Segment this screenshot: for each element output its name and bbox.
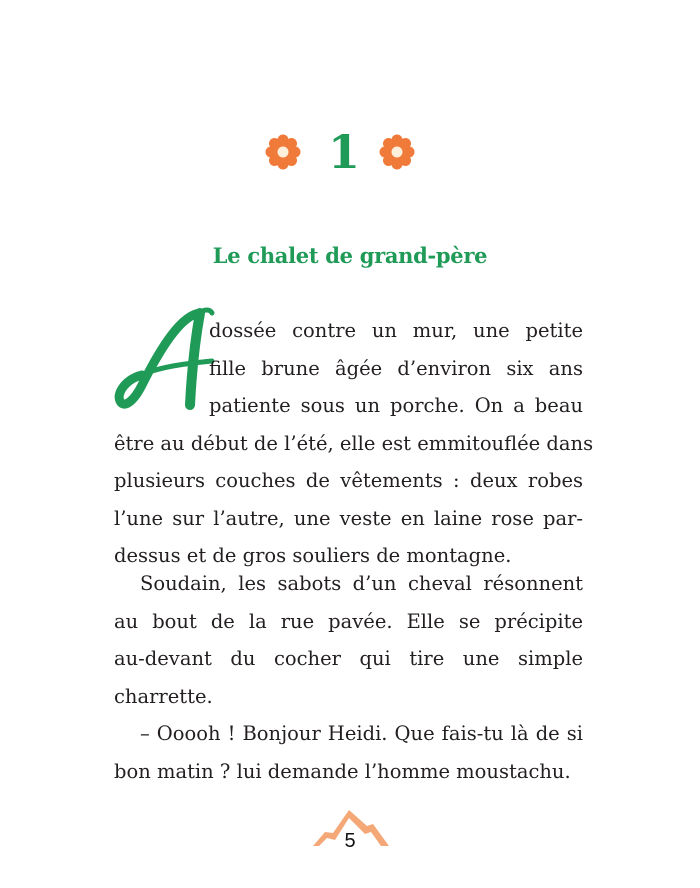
text-line: au-devant du cocher qui tire une simple — [114, 647, 583, 670]
text-line: dessus et de gros souliers de montagne. — [114, 544, 512, 567]
text-line: être au début de l’été, elle est emmitouflée dans — [114, 431, 594, 455]
text-line: dossée contre un mur, une petite — [209, 319, 583, 342]
text-line: l’une sur l’autre, une veste en laine rose par- — [114, 506, 583, 530]
text-line: charrette. — [114, 684, 213, 708]
text-line: fille brune âgée d’environ six ans — [209, 356, 583, 380]
text-line: au bout de la rue pavée. Elle se précipite — [114, 609, 583, 633]
page-number: 5 — [344, 830, 356, 852]
chapter-heading — [0, 125, 700, 179]
text-line: plusieurs couches de vêtements : deux robes — [114, 469, 583, 492]
chapter-title: Le chalet de grand-père — [212, 243, 488, 268]
paragraph-1 — [114, 312, 594, 575]
text-line: Soudain, les sabots d’un cheval résonnent — [140, 572, 583, 595]
paragraph-2 — [114, 565, 583, 715]
chapter-number: 1 — [327, 125, 360, 179]
text-line: bon matin ? lui demande l’homme moustachu. — [114, 759, 571, 783]
text-line: patiente sous un porche. On a beau — [209, 394, 583, 417]
flower-icon — [263, 132, 303, 172]
paragraph-3 — [114, 715, 583, 790]
flower-icon — [377, 132, 417, 172]
text-line: – Ooooh ! Bonjour Heidi. Que fais-tu là de si — [140, 722, 583, 745]
